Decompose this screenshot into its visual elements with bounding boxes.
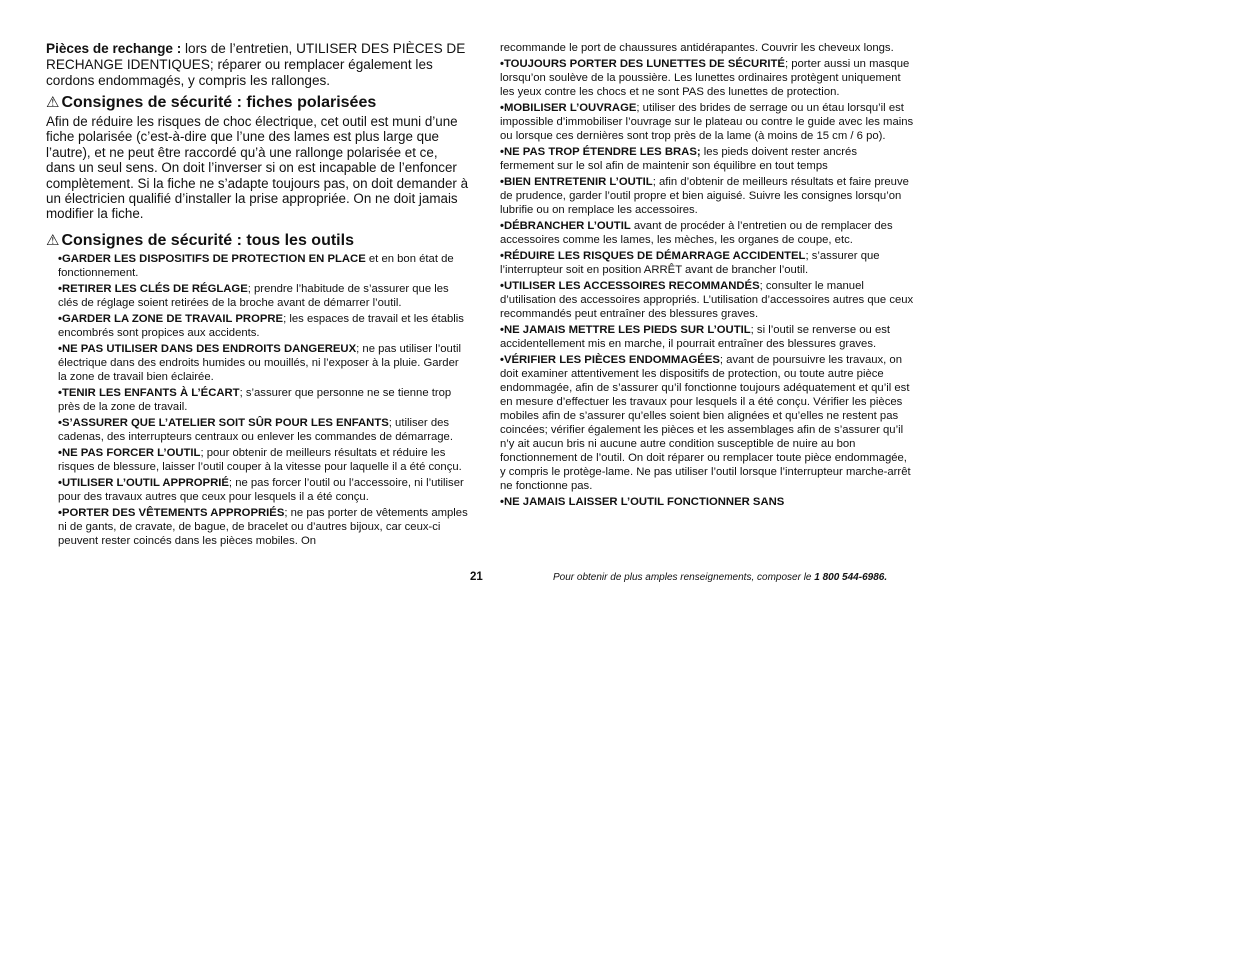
item-label: •NE JAMAIS METTRE LES PIEDS SUR L’OUTIL [500,324,751,336]
item-label: •UTILISER LES ACCESSOIRES RECOMMANDÉS [500,280,760,292]
item-text: ; ne pas utiliser l’outil électrique dans des endroits humides ou mouillés, ni l’exposer à la pluie. Garder la zone de travail bien éclairée. [58,342,462,383]
list-item [500,219,914,247]
replacement-parts-text: lors de l’entretien, UTILISER DES PIÈCES DE RECHANGE IDENTIQUES; réparer ou remplacer également les cordons endommagés, y compris les rallonges. [46,41,466,88]
item-text: ; utiliser des cadenas, des interrupteurs centraux ou enlever les commandes de démarrage. [58,416,453,443]
item-label: •TOUJOURS PORTER DES LUNETTES DE SÉCURITÉ [500,58,785,70]
item-label: •RÉDUIRE LES RISQUES DE DÉMARRAGE ACCIDENTEL [500,250,806,262]
item-text: ; utiliser des brides de serrage ou un étau lorsqu’il est impossible d’immobiliser l’ouvrage sur le plateau ou contre le guide avec les mains ou lorsque ces dernières sont trop près de la lame (à moins de 15 cm / 6 po). [500,102,914,142]
list-item [58,342,470,384]
page-number: 21 [470,571,483,583]
item-label: •NE PAS UTILISER DANS DES ENDROITS DANGEREUX [58,342,357,355]
list-item [500,279,914,321]
item-label: •DÉBRANCHER L’OUTIL [500,220,631,232]
heading-all-tools-text: Consignes de sécurité : tous les outils [61,231,354,249]
list-item [58,506,470,548]
item-text: ; afin d’obtenir de meilleurs résultats et faire preuve de prudence, garder l’outil propre et bien aiguisé. Suivre les consignes lorsqu’on lubrifie ou on remplace les accessoires. [500,176,909,216]
heading-polarized-plugs-text: Consignes de sécurité : fiches polarisées [61,94,377,111]
item-text: ; porter aussi un masque lorsqu’on soulève de la poussière. Les lunettes ordinaires protègent uniquement les yeux contre les chocs et ne sont PAS des lunettes de protection. [500,58,910,98]
warning-icon: ⚠ [46,94,60,111]
item-label: •BIEN ENTRETENIR L’OUTIL [500,176,653,188]
list-item [500,175,914,217]
list-item [58,312,470,340]
item-text: avant de procéder à l’entretien ou de remplacer des accessoires comme les lames, les mèches, les organes de coupe, etc. [500,220,893,246]
list-item [500,353,914,493]
item-text: ; s’assurer que l’interrupteur soit en position ARRÊT avant de brancher l’outil. [500,250,880,276]
item-text: ; ne pas porter de vêtements amples ni de gants, de cravate, de bague, de bracelet ou d’autres bijoux, car ceux-ci peuvent rester coincés dans les pièces mobiles. On [58,506,468,547]
item-text: ; si l’outil se renverse ou est accidentellement mis en marche, il pourrait entraîner des blessures graves. [500,324,891,350]
list-item [500,323,914,351]
item-label: •NE JAMAIS LAISSER L’OUTIL FONCTIONNER SANS [500,496,785,508]
list-item [58,282,470,310]
list-item [58,476,470,504]
list-item [58,416,470,444]
item-label: •MOBILISER L’OUVRAGE [500,102,637,114]
item-text: et en bon état de fonctionnement. [58,252,454,279]
replacement-parts-paragraph [46,41,470,89]
list-item [58,446,470,474]
footer-note-text: Pour obtenir de plus amples renseignements, composer le [553,572,815,583]
item-text: les pieds doivent rester ancrés fermement sur le sol afin de maintenir son équilibre en tout temps [500,146,857,172]
continuation-text: recommande le port de chaussures antidérapantes. Couvrir les cheveux longs. [500,42,894,54]
replacement-parts-label: Pièces de rechange : [46,41,182,56]
item-text: ; les espaces de travail et les établis encombrés sont propices aux accidents. [58,312,464,339]
item-label: •UTILISER L’OUTIL APPROPRIÉ [58,476,229,489]
item-text: ; avant de poursuivre les travaux, on doit examiner attentivement les dispositifs de protection, ou toute autre pièce endommagée, afin de s’assurer qu’il fonctionne toujours adéquatement et qu’il est en mesure d’effectuer les travaux pour lesquels il a été conçu. Vérifier les pièces mobiles afin de s’assurer qu’elles soient bien alignées et qu’elles ne restent pas coincées; vérifier également les pièces et les assemblages afin de s’assurer qu’il n’y ait aucun bris ni aucune autre condition susceptible de nuire au bon fonctionnement de l’outil. On doit réparer ou remplacer toute pièce endommagée, y compris le protège-lame. Ne pas utiliser l’outil lorsque l’interrupteur marche-arrêt ne fonctionne pas. [500,354,911,492]
item-text: ; s’assurer que personne ne se tienne trop près de la zone de travail. [58,386,452,413]
list-item [58,386,470,414]
list-item [500,57,914,99]
item-label: •S’ASSURER QUE L’ATELIER SOIT SÛR POUR LES ENFANTS [58,416,389,429]
heading-all-tools [46,231,470,250]
item-label: •TENIR LES ENFANTS À L’ÉCART [58,386,240,399]
item-text: ; consulter le manuel d’utilisation des accessoires appropriés. L’utilisation d’accessoires autres que ceux recommandés peut entraîner des blessures graves. [500,280,914,320]
list-item [58,252,470,280]
list-item [500,101,914,143]
item-label: •RETIRER LES CLÉS DE RÉGLAGE [58,282,248,295]
item-label: •GARDER LES DISPOSITIFS DE PROTECTION EN PLACE [58,252,366,265]
all-tools-list [46,252,470,548]
polarized-plugs-paragraph: Afin de réduire les risques de choc électrique, cet outil est muni d’une fiche polarisée (c’est-à-dire que l’une des lames est plus large que l’autre), et ne peut être raccordé qu’à une rallonge polarisée et ce, dans un seul sens. On doit l’inverser si on est incapable de l’enfoncer complètement. Si la fiche ne s’adapte toujours pas, on doit demander à un électricien qualifié d’installer la prise appropriée. On ne doit jamais modifier la fiche. [46,114,469,222]
item-label: •NE PAS FORCER L’OUTIL [58,446,201,459]
list-item [500,495,914,509]
right-column [500,41,914,511]
footer-note [553,572,887,583]
list-item [500,145,914,173]
item-text: ; pour obtenir de meilleurs résultats et réduire les risques de blessure, laisser l’outil couper à la vitesse pour laquelle il a été conçu. [58,446,462,473]
warning-icon: ⚠ [46,231,60,249]
item-text: ; ne pas forcer l’outil ou l’accessoire, ni l’utiliser pour des travaux autres que ceux pour lesquels il a été conçu. [58,476,464,503]
item-label: •NE PAS TROP ÉTENDRE LES BRAS; [500,146,701,158]
list-item [500,249,914,277]
heading-polarized-plugs [46,93,470,112]
item-label: •VÉRIFIER LES PIÈCES ENDOMMAGÉES [500,354,720,366]
left-column [46,41,470,550]
footer-phone: 1 800 544-6986. [814,572,888,583]
item-label: •PORTER DES VÊTEMENTS APPROPRIÉS [58,506,285,519]
item-text: ; prendre l’habitude de s’assurer que les clés de réglage soient retirées de la broche avant de démarrer l’outil. [58,282,449,309]
item-label: •GARDER LA ZONE DE TRAVAIL PROPRE [58,312,284,325]
